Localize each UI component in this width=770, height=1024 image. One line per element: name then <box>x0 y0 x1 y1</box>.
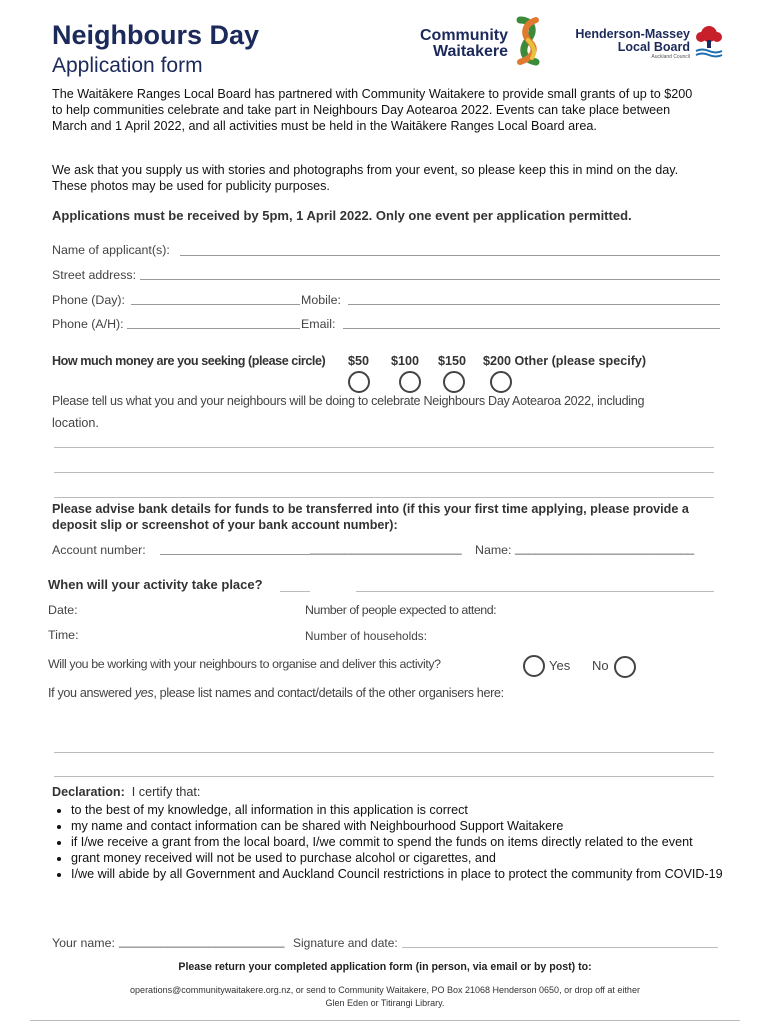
when-heading-rule <box>280 591 310 592</box>
phone-ah-label: Phone (A/H): <box>52 317 124 331</box>
page-subtitle: Application form <box>52 54 203 77</box>
amount-100-circle[interactable] <box>399 371 421 393</box>
amount-option-150: $150 <box>438 354 467 368</box>
when-heading: When will your activity take place? <box>48 577 263 592</box>
when-heading-rule <box>356 591 714 592</box>
organisers-yes: yes <box>134 686 154 700</box>
declaration-intro: I certify that: <box>131 785 201 799</box>
no-label: No <box>592 658 609 673</box>
declaration-item: • grant money received will not be used to purchase alcohol or cigarettes, and <box>71 850 731 866</box>
amount-200-circle[interactable] <box>490 371 512 393</box>
yes-label: Yes <box>549 658 571 673</box>
amount-option-50: $50 <box>348 354 370 368</box>
amount-150-circle[interactable] <box>443 371 465 393</box>
declaration-item: • my name and contact information can be shared with Neighbourhood Support Waitakere <box>71 818 731 834</box>
date-label: Date: <box>48 603 78 617</box>
declaration-heading-line <box>52 785 200 799</box>
phone-ah-field[interactable] <box>127 328 300 329</box>
ribbon-icon <box>510 16 546 66</box>
logo-board-line1: Henderson-Massey <box>575 27 690 41</box>
yes-circle[interactable] <box>523 655 545 677</box>
account-number-blank: ______________________ <box>310 541 462 555</box>
page-bottom-rule <box>30 1020 740 1021</box>
logo-board-line2: Local Board <box>617 40 690 54</box>
declaration-item: • to the best of my knowledge, all information in this application is correct <box>71 802 731 818</box>
working-with-neighbours-question: Will you be working with your neighbours to organise and deliver this activity? <box>48 657 441 671</box>
logo-community-line1: Community <box>420 27 508 44</box>
bank-details-heading: Please advise bank details for funds to be transferred into (if this your first time applying, please provide a deposit slip or screenshot of your bank account number): <box>52 502 689 532</box>
organisers-answer-line[interactable] <box>54 752 714 753</box>
return-instruction: Please return your completed application form (in person, via email or by post) to: <box>178 961 592 973</box>
organisers-prefix: If you answered <box>48 686 135 700</box>
organisers-answer-line[interactable] <box>54 776 714 777</box>
account-number-field[interactable] <box>160 554 310 555</box>
intro-paragraph: The Waitākere Ranges Local Board has partnered with Community Waitakere to provide small grants of up to $200 to help communities celebrate and take part in Neighbours Day Aotearoa 2022. Events can take place between March and 1 April 2022, and all activities must be held in the Waitākere Ranges Local Board area. <box>52 87 693 133</box>
applicant-name-label: Name of applicant(s): <box>52 243 170 257</box>
street-address-label: Street address: <box>52 268 137 282</box>
organisers-instruction <box>48 686 504 700</box>
activity-question-location: location. <box>52 416 99 430</box>
page-title: Neighbours Day <box>52 20 260 50</box>
account-name-label: Name: <box>475 543 512 557</box>
declaration-item: • I/we will abide by all Government and Auckland Council restrictions in place to protect the community from COVID-19 <box>71 866 731 882</box>
applicant-name-field[interactable] <box>180 255 720 256</box>
photos-paragraph: We ask that you supply us with stories and photographs from your event, so please keep this in mind on the day. These photos may be used for publicity purposes. <box>52 163 679 193</box>
amount-50-circle[interactable] <box>348 371 370 393</box>
declaration-item: • if I/we receive a grant from the local board, I/we commit to spend the funds on items directly related to the event <box>71 834 731 850</box>
logo-board-sub: Auckland Council <box>651 54 690 60</box>
pohutukawa-tree-icon <box>694 24 724 58</box>
phone-day-label: Phone (Day): <box>52 293 126 307</box>
organisers-suffix: , please list names and contact/details of the other organisers here: <box>153 686 504 700</box>
households-label: Number of households: <box>305 629 427 643</box>
return-address-line1: operations@communitywaitakere.org.nz, or send to Community Waitakere, PO Box 21068 Henderson 0650, or drop off at either <box>130 985 640 995</box>
declaration-heading: Declaration: <box>52 785 125 799</box>
deadline-notice: Applications must be received by 5pm, 1 April 2022. Only one event per application permitted. <box>52 208 632 223</box>
mobile-field[interactable] <box>348 304 720 305</box>
mobile-label: Mobile: <box>301 293 341 307</box>
money-question: How much money are you seeking (please circle) <box>52 354 326 368</box>
amount-option-100: $100 <box>391 354 420 368</box>
signature-date-field[interactable] <box>402 947 718 948</box>
community-waitakere-logo <box>396 22 544 62</box>
activity-answer-line[interactable] <box>54 497 714 498</box>
declaration-list <box>50 802 731 882</box>
no-circle[interactable] <box>614 656 636 678</box>
activity-answer-line[interactable] <box>54 472 714 473</box>
email-label: Email: <box>301 317 336 331</box>
account-number-label: Account number: <box>52 543 146 557</box>
account-name-field[interactable]: __________________________ <box>515 541 695 555</box>
activity-question: Please tell us what you and your neighbours will be doing to celebrate Neighbours Day Aotearoa 2022, including <box>52 394 645 408</box>
your-name-field[interactable]: ________________________ <box>119 934 285 948</box>
email-field[interactable] <box>343 328 720 329</box>
street-address-field[interactable] <box>140 279 720 280</box>
return-address <box>80 984 690 1010</box>
activity-answer-line[interactable] <box>54 447 714 448</box>
phone-day-field[interactable] <box>131 304 300 305</box>
time-label: Time: <box>48 628 79 642</box>
amount-option-200-other: $200 Other (please specify) <box>483 354 647 368</box>
people-expected-label: Number of people expected to attend: <box>305 603 497 617</box>
your-name-label: Your name: <box>52 936 115 950</box>
logo-community-line2: Waitakere <box>433 43 508 60</box>
return-address-line2: Glen Eden or Titirangi Library. <box>325 998 445 1008</box>
henderson-massey-logo <box>560 22 725 62</box>
signature-date-label: Signature and date: <box>293 936 398 950</box>
